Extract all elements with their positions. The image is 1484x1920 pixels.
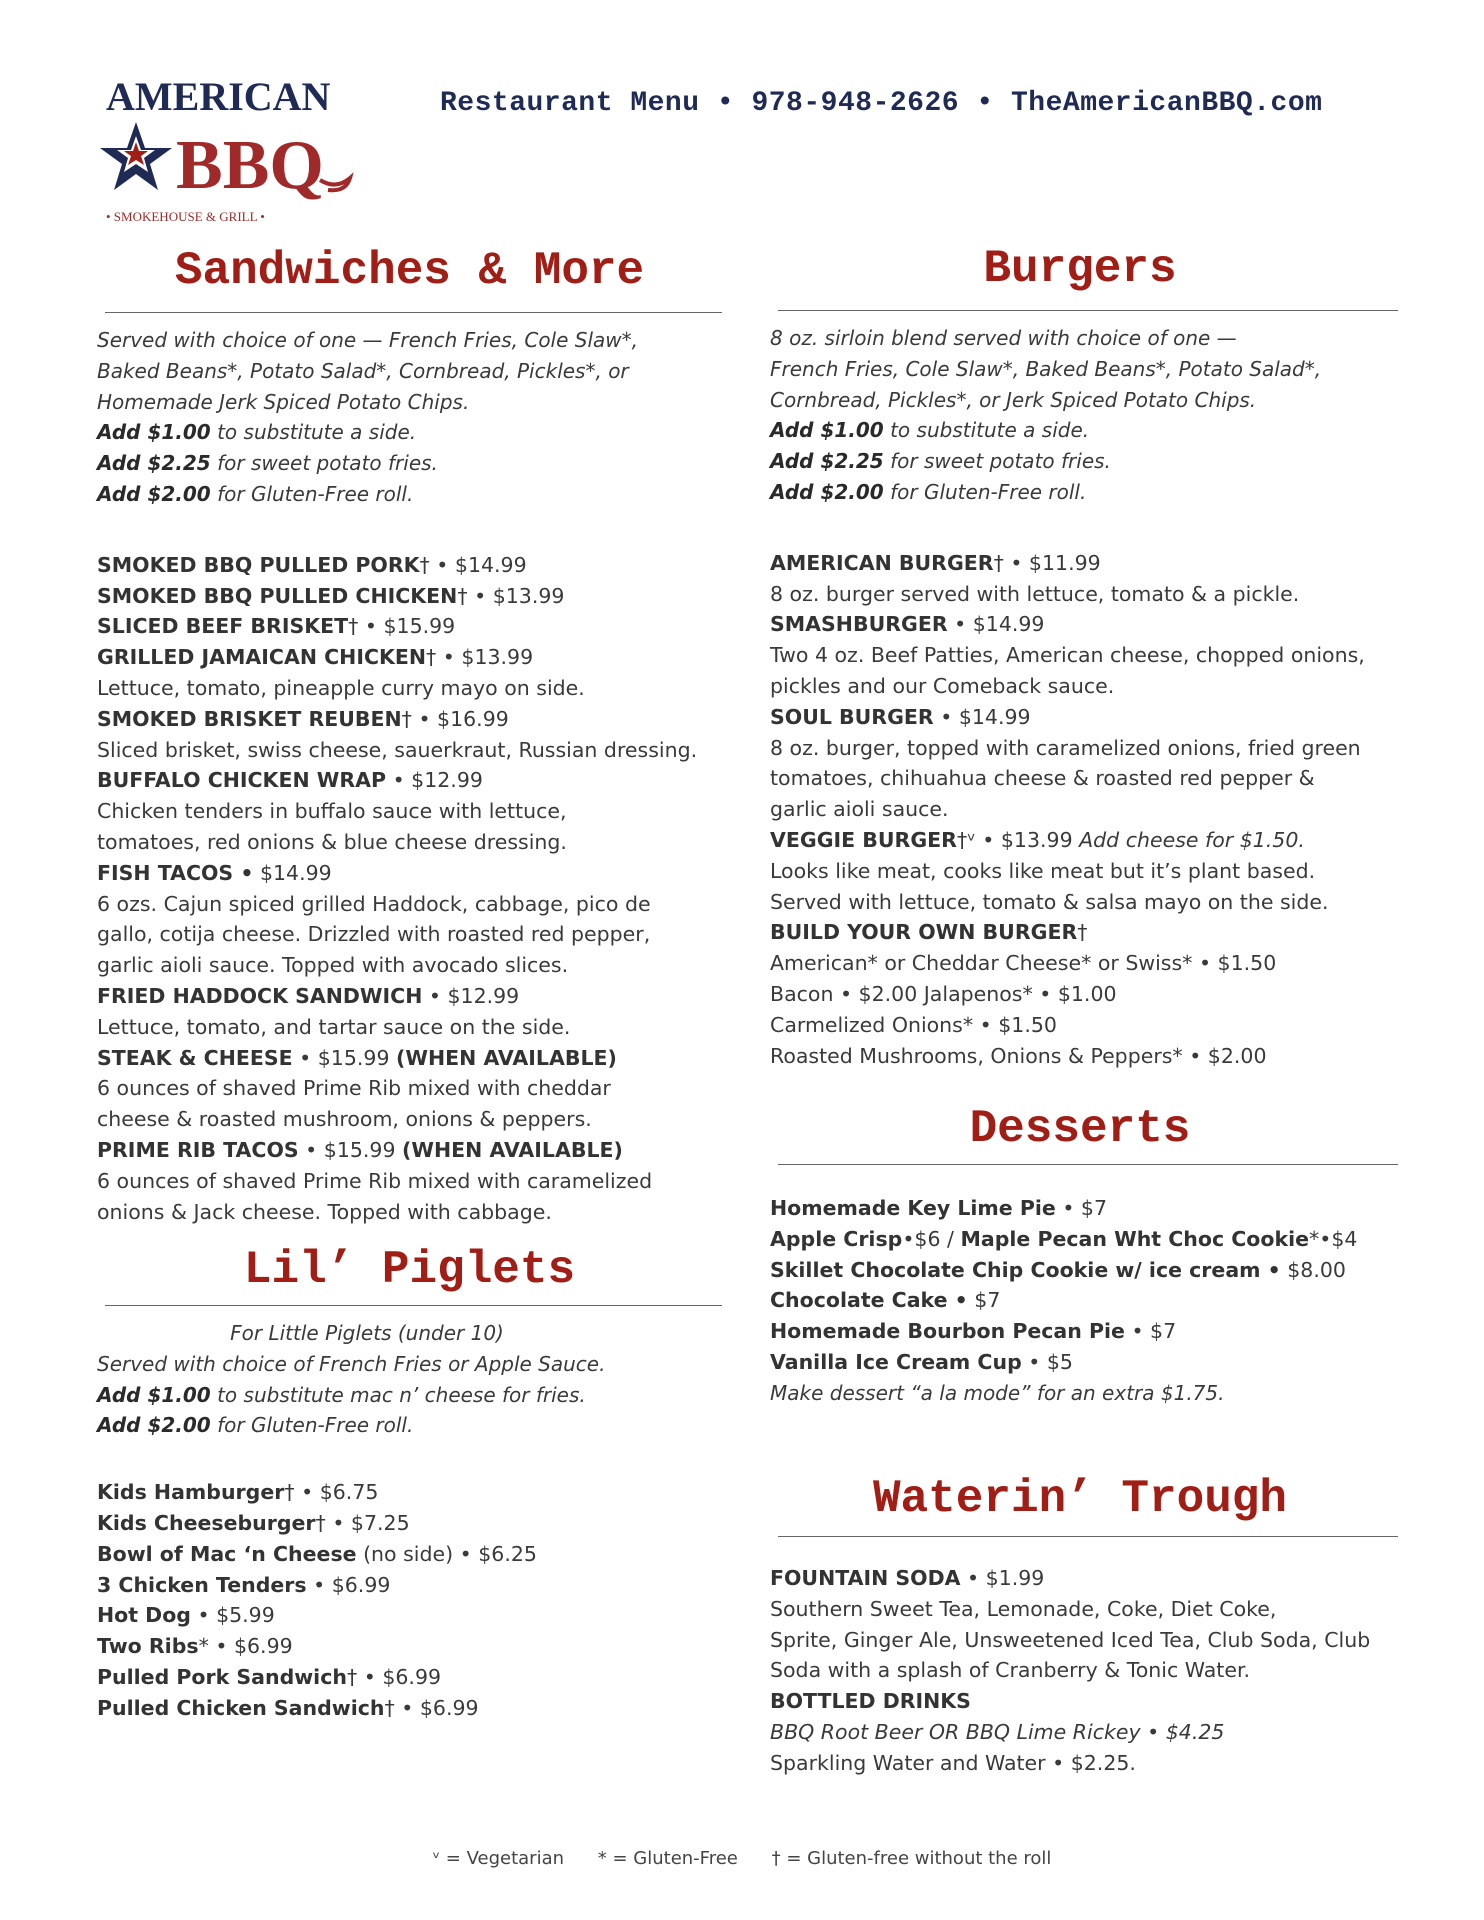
- menu-item: [97, 981, 722, 1012]
- item-name: Bowl of Mac ‘n Cheese: [97, 1541, 357, 1566]
- item-name: Kids Hamburger: [97, 1480, 285, 1505]
- item-price: • $14.99: [933, 704, 1031, 729]
- item-name: Chocolate Cake •: [770, 1288, 968, 1313]
- item-description: gallo, cotija cheese. Drizzled with roasted red pepper,: [97, 922, 651, 947]
- logo-line1: AMERICAN: [106, 80, 331, 119]
- intro-line: [97, 448, 722, 479]
- item-name: SMOKED BBQ PULLED CHICKEN: [97, 583, 458, 608]
- item-description: 8 oz. burger served with lettuce, tomato & a pickle.: [770, 581, 1300, 606]
- item-price: (no side) • $6.25: [356, 1541, 537, 1566]
- item-description: 6 ounces of shaved Prime Rib mixed with caramelized: [97, 1168, 653, 1193]
- item-name: BUFFALO CHICKEN WRAP: [97, 768, 387, 793]
- intro-line: [97, 1410, 722, 1441]
- intro-line: [770, 446, 1410, 477]
- item-description: Chicken tenders in buffalo sauce with lettuce,: [97, 799, 567, 824]
- menu-item: [770, 1347, 1410, 1378]
- intro-text: Served with choice of one — French Fries, Cole Slaw*,: [97, 328, 638, 352]
- item-name: Kids Cheeseburger: [97, 1510, 316, 1535]
- intro-text: for Gluten-Free roll.: [210, 481, 414, 506]
- intro-line: [97, 387, 722, 418]
- item-name: AMERICAN BURGER: [770, 550, 994, 575]
- soda-description-line: Sprite, Ginger Ale, Unsweetened Iced Tea, Club Soda, Club: [770, 1627, 1371, 1652]
- item-description: Served with lettuce, tomato & salsa mayo on the side.: [770, 889, 1329, 914]
- item-name: Homemade Bourbon Pecan Pie: [770, 1319, 1125, 1344]
- menu-item: [97, 1570, 722, 1601]
- menu-item: [770, 1255, 1410, 1286]
- intro-line: [97, 325, 722, 356]
- intro-line: [770, 477, 1410, 508]
- item-name: VEGGIE BURGER: [770, 827, 957, 852]
- intro-text: to substitute a side.: [210, 420, 417, 445]
- item-price: $8.00: [1280, 1257, 1346, 1282]
- intro-bold: Add $1.00: [97, 1382, 211, 1407]
- item-price: $7: [967, 1288, 1001, 1313]
- burgers-section: [770, 244, 1410, 1071]
- intro-text: Cornbread, Pickles*, or Jerk Spiced Potato Chips.: [770, 387, 1257, 412]
- burgers-list: [770, 548, 1410, 1072]
- item-price: • $15.99: [292, 1045, 397, 1070]
- menu-item: [770, 702, 1410, 733]
- water-line: Sparkling Water and Water • $2.25.: [770, 1750, 1136, 1775]
- intro-bold: Add $2.25: [97, 451, 211, 476]
- sandwiches-title: Sandwiches & More: [174, 245, 645, 297]
- item-price: • $15.99: [298, 1137, 403, 1162]
- intro-text: for sweet potato fries.: [883, 449, 1111, 474]
- item-addon: Add cheese for $1.50.: [1079, 827, 1305, 852]
- divider: [778, 1536, 1398, 1537]
- item-price: • $5.99: [190, 1603, 275, 1628]
- menu-item: [770, 1224, 1410, 1255]
- menu-item: [770, 917, 1410, 948]
- item-price: • $14.99: [947, 612, 1045, 637]
- intro-bold: Add $1.00: [770, 418, 884, 443]
- menu-item: [97, 1135, 722, 1166]
- sandwiches-list: [97, 550, 722, 1228]
- item-price: † • $7.25: [315, 1510, 410, 1535]
- item-name: Two Ribs: [97, 1634, 199, 1659]
- piglets-title: Lil’ Piglets: [243, 1244, 576, 1296]
- item-description: Roasted Mushrooms, Onions & Peppers* • $2.00: [770, 1043, 1267, 1068]
- item-name: SLICED BEEF BRISKET: [97, 614, 349, 639]
- intro-line: [97, 479, 722, 510]
- sandwiches-section: [97, 246, 722, 1227]
- intro-bold: Add $2.00: [770, 479, 884, 504]
- item-name: Homemade Key Lime Pie: [770, 1196, 1056, 1220]
- dessert-note: Make dessert “a la mode” for an extra $1.75.: [770, 1380, 1225, 1405]
- intro-line: [770, 323, 1410, 354]
- item-description: garlic aioli sauce.: [770, 797, 949, 822]
- legend-vegetarian: ᵛ = Vegetarian: [432, 1848, 565, 1869]
- menu-item: [97, 1508, 722, 1539]
- menu-item: [97, 1477, 722, 1508]
- item-name: Pulled Chicken Sandwich: [97, 1695, 385, 1720]
- item-price: • $12.99: [422, 983, 520, 1008]
- piglets-section: [97, 1245, 722, 1724]
- intro-text: for Gluten-Free roll.: [883, 479, 1087, 504]
- menu-item: [770, 609, 1410, 640]
- item-price: † • $11.99: [993, 550, 1101, 575]
- divider: [778, 1164, 1398, 1165]
- trough-section: [770, 1474, 1410, 1779]
- item-price: †ᵛ • $13.99: [956, 827, 1080, 852]
- item-name: 3 Chicken Tenders: [97, 1572, 307, 1597]
- intro-line: [770, 354, 1410, 385]
- divider: [105, 312, 722, 313]
- piglets-list: [97, 1477, 722, 1723]
- desserts-title: Desserts: [969, 1103, 1191, 1155]
- item-price: • $6.99: [306, 1572, 391, 1597]
- desserts-section: [770, 1104, 1410, 1409]
- intro-text: French Fries, Cole Slaw*, Baked Beans*, Potato Salad*,: [770, 356, 1322, 381]
- intro-text: Served with choice of French Fries or Apple Sauce.: [97, 1351, 606, 1376]
- menu-item: [770, 548, 1410, 579]
- american-bbq-logo: [98, 80, 378, 230]
- item-price: • $12.99: [386, 768, 483, 793]
- item-name: FRIED HADDOCK SANDWICH: [97, 983, 423, 1008]
- item-price: † • $14.99: [419, 552, 527, 577]
- item-price: † • $16.99: [401, 706, 509, 731]
- spacer: [770, 508, 1410, 548]
- item-name: Hot Dog: [97, 1603, 191, 1628]
- logo-line3: • SMOKEHOUSE & GRILL •: [106, 209, 265, 224]
- piglets-subtitle: For Little Piglets (under 10): [230, 1321, 504, 1345]
- intro-line: [770, 415, 1410, 446]
- logo: [98, 80, 378, 230]
- item-description: tomatoes, red onions & blue cheese dressing.: [97, 829, 567, 854]
- menu-item: [97, 1600, 722, 1631]
- item-name: SMOKED BBQ PULLED PORK: [97, 552, 420, 577]
- soda-description-line: Soda with a splash of Cranberry & Tonic Water.: [770, 1658, 1251, 1683]
- bottled-drinks-line: BBQ Root Beer OR BBQ Lime Rickey • $4.25: [770, 1719, 1225, 1744]
- intro-bold: Add $2.00: [97, 1413, 211, 1438]
- item-description: Looks like meat, cooks like meat but it’s plant based.: [770, 858, 1316, 883]
- legend-gluten-free: * = Gluten-Free: [597, 1848, 738, 1869]
- item-name: Vanilla Ice Cream Cup: [770, 1349, 1022, 1374]
- intro-bold: Add $1.00: [97, 420, 211, 445]
- pig-tail-icon: [320, 178, 350, 190]
- menu-item: [97, 550, 722, 581]
- menu-item: [770, 1316, 1410, 1347]
- divider: [778, 310, 1398, 311]
- item-description: American* or Cheddar Cheese* or Swiss* • $1.50: [770, 951, 1277, 976]
- sandwiches-intro: [97, 325, 722, 510]
- header-contact: Restaurant Menu • 978-948-2626 • TheAmericanBBQ.com: [440, 88, 1323, 119]
- fountain-soda-description: [770, 1594, 1410, 1686]
- item-description: onions & Jack cheese. Topped with cabbage.: [97, 1199, 552, 1224]
- item-price: † • $13.99: [426, 645, 534, 670]
- item-price: † • $15.99: [348, 614, 456, 639]
- item-description: 6 ozs. Cajun spiced grilled Haddock, cabbage, pico de: [97, 891, 651, 916]
- menu-item: [97, 581, 722, 612]
- intro-text: for sweet potato fries.: [210, 451, 438, 476]
- item-name: SOUL BURGER: [770, 704, 934, 729]
- trough-title: Waterin’ Trough: [872, 1473, 1288, 1525]
- item-price: • $7: [1055, 1196, 1108, 1220]
- item-description: Sliced brisket, swiss cheese, sauerkraut, Russian dressing.: [97, 737, 698, 762]
- soda-description-line: Southern Sweet Tea, Lemonade, Coke, Diet Coke,: [770, 1596, 1277, 1621]
- menu-item: [97, 704, 722, 735]
- item-availability: (WHEN AVAILABLE): [402, 1137, 623, 1162]
- intro-text: Baked Beans*, Potato Salad*, Cornbread, Pickles*, or: [97, 358, 629, 383]
- intro-bold: Add $2.25: [770, 449, 884, 474]
- spacer: [97, 510, 722, 550]
- item-description: Lettuce, tomato, and tartar sauce on the side.: [97, 1014, 571, 1039]
- menu-item: [770, 1193, 1410, 1224]
- item-description: tomatoes, chihuahua cheese & roasted red pepper &: [770, 766, 1315, 791]
- item-description: 8 oz. burger, topped with caramelized onions, fried green: [770, 735, 1361, 760]
- item-name: FOUNTAIN SODA: [770, 1566, 961, 1590]
- item-price: † • $6.99: [384, 1695, 479, 1720]
- item-name: Skillet Chocolate Chip Cookie w/ ice cream •: [770, 1257, 1281, 1282]
- item-description: Bacon • $2.00 Jalapenos* • $1.00: [770, 981, 1117, 1006]
- desserts-list: [770, 1193, 1410, 1378]
- item-description: Two 4 oz. Beef Patties, American cheese, chopped onions,: [770, 643, 1365, 668]
- item-name: FISH TACOS •: [97, 860, 254, 885]
- burgers-intro: [770, 323, 1410, 508]
- piglets-intro: [97, 1349, 722, 1441]
- logo-line2: BBQ: [176, 127, 324, 204]
- intro-text: 8 oz. sirloin blend served with choice of one —: [770, 326, 1237, 350]
- intro-line: [97, 1349, 722, 1380]
- item-price: • $1.99: [960, 1566, 1045, 1590]
- fountain-soda-item: [770, 1563, 1410, 1594]
- menu-item: [97, 1043, 722, 1074]
- menu-item: [97, 642, 722, 673]
- menu-item: [97, 765, 722, 796]
- item-description: garlic aioli sauce. Topped with avocado slices.: [97, 953, 569, 978]
- item-name: GRILLED JAMAICAN CHICKEN: [97, 645, 427, 670]
- intro-line: [97, 1380, 722, 1411]
- menu-item: [97, 1693, 722, 1724]
- item-name: Maple Pecan Wht Choc Cookie: [960, 1226, 1310, 1251]
- item-availability: (WHEN AVAILABLE): [396, 1045, 617, 1070]
- menu-item: [770, 825, 1410, 856]
- legend-gf-without-roll: † = Gluten-free without the roll: [771, 1848, 1052, 1869]
- menu-item: [97, 858, 722, 889]
- menu-item: [97, 1631, 722, 1662]
- item-description: pickles and our Comeback sauce.: [770, 673, 1115, 698]
- item-description: 6 ounces of shaved Prime Rib mixed with cheddar: [97, 1076, 611, 1101]
- item-price: † • $6.75: [284, 1480, 379, 1505]
- item-name: SMASHBURGER: [770, 612, 948, 637]
- intro-line: [770, 385, 1410, 416]
- item-price: *•$4: [1309, 1226, 1358, 1251]
- menu-item: [97, 1539, 722, 1570]
- item-price: $14.99: [253, 860, 332, 885]
- item-name: PRIME RIB TACOS: [97, 1137, 299, 1162]
- item-price: * • $6.99: [198, 1634, 293, 1659]
- divider: [105, 1305, 722, 1306]
- item-description: cheese & roasted mushroom, onions & peppers.: [97, 1107, 592, 1132]
- item-description: Carmelized Onions* • $1.50: [770, 1012, 1057, 1037]
- burgers-title: Burgers: [983, 243, 1177, 295]
- item-name: BUILD YOUR OWN BURGER: [770, 920, 1078, 945]
- item-price: † • $13.99: [457, 583, 565, 608]
- item-name: Pulled Pork Sandwich: [97, 1664, 347, 1689]
- item-name: SMOKED BRISKET REUBEN: [97, 706, 402, 731]
- menu-item: [97, 611, 722, 642]
- item-price: • $7: [1124, 1319, 1177, 1344]
- item-name: Apple Crisp: [770, 1226, 903, 1251]
- item-price: †: [1077, 920, 1088, 945]
- item-name: STEAK & CHEESE: [97, 1045, 293, 1070]
- menu-item: [97, 1662, 722, 1693]
- intro-text: for Gluten-Free roll.: [210, 1413, 414, 1438]
- item-price: •$6 /: [902, 1226, 961, 1251]
- intro-bold: Add $2.00: [97, 481, 211, 506]
- spacer: [97, 1441, 722, 1477]
- intro-text: Homemade Jerk Spiced Potato Chips.: [97, 389, 470, 414]
- item-price: • $5: [1021, 1349, 1073, 1374]
- item-price: † • $6.99: [346, 1664, 442, 1689]
- intro-line: [97, 417, 722, 448]
- menu-item: [770, 1285, 1410, 1316]
- bottled-drinks-heading: BOTTLED DRINKS: [770, 1689, 971, 1714]
- intro-text: to substitute mac n’ cheese for fries.: [210, 1382, 586, 1407]
- footer-legend: [0, 1848, 1484, 1869]
- intro-line: [97, 356, 722, 387]
- item-description: Lettuce, tomato, pineapple curry mayo on side.: [97, 675, 585, 700]
- intro-text: to substitute a side.: [883, 418, 1090, 443]
